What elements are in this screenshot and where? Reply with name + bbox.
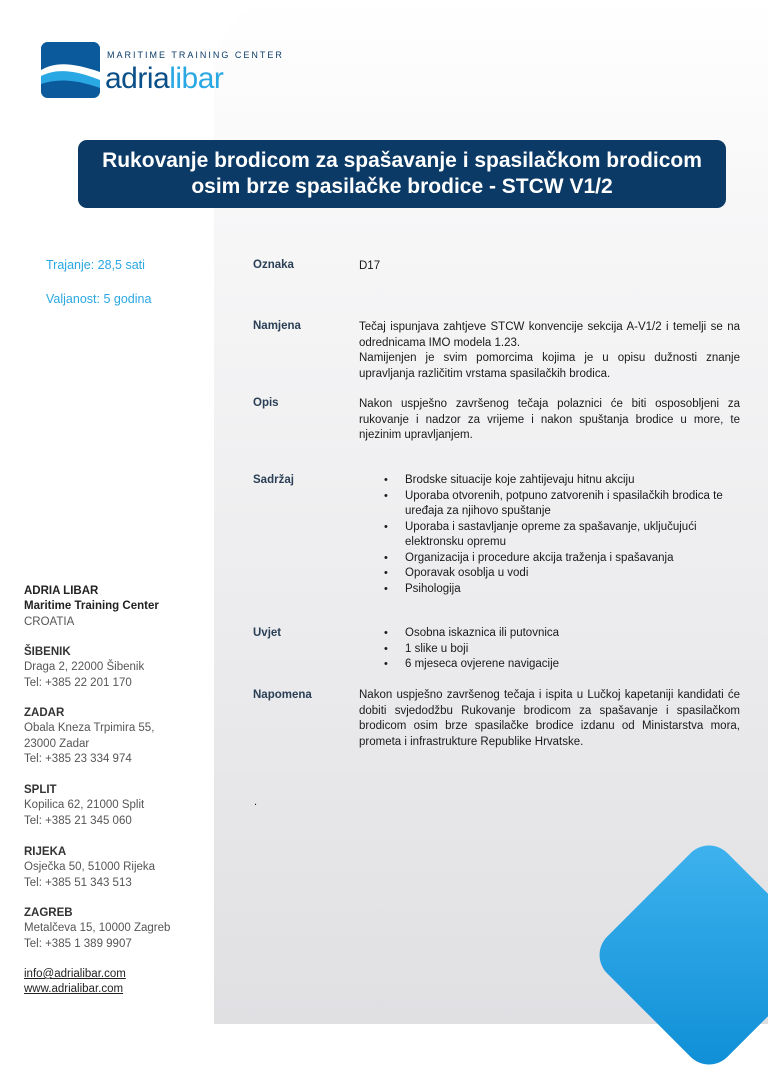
office-address: Obala Kneza Trpimira 55, — [24, 722, 155, 735]
namjena-paragraph-2: Namijenjen je svim pomorcima kojima je u opisu dužnosti znanje upravljanja različitim vrstama spasilačkih brodica. — [359, 352, 740, 380]
label-uvjet: Uvjet — [253, 627, 282, 639]
label-namjena: Namjena — [253, 320, 301, 332]
office-phone: Tel: +385 23 334 974 — [24, 752, 132, 765]
uvjet-list — [384, 626, 744, 673]
office-split — [24, 783, 214, 829]
value-napomena: Nakon uspješno završenog tečaja i ispita u Lučkoj kapetaniji kandidati će dobiti svjedodžbu Rukovanje brodicom za spašavanje i spasilačkom brodicom osim brze spasilačke brodice izdanu od Ministarstva mora, prometa i infrastrukture Republike Hrvatske. — [359, 689, 740, 748]
brand-logo — [41, 42, 284, 102]
website-link[interactable]: www.adrialibar.com — [24, 983, 124, 996]
office-address: Kopilica 62, 21000 Split — [24, 799, 145, 812]
office-zadar — [24, 706, 214, 767]
label-napomena: Napomena — [253, 689, 312, 701]
list-item: • Organizacija i procedure akcija traženja i spašavanja — [384, 551, 744, 567]
list-item: • Oporavak osoblja u vodi — [384, 566, 744, 582]
company-name: ADRIA LIBAR — [24, 585, 99, 597]
office-address: Osječka 50, 51000 Rijeka — [24, 861, 156, 874]
stray-dot: . — [254, 796, 258, 808]
office-address: Metalčeva 15, 10000 Zagreb — [24, 922, 171, 935]
email-link[interactable]: info@adrialibar.com — [24, 968, 126, 980]
office-rijeka — [24, 845, 214, 891]
course-validity: Valjanost: 5 godina — [46, 292, 152, 306]
logo-wordmark — [105, 62, 223, 96]
office-phone: Tel: +385 22 201 170 — [24, 676, 132, 689]
list-item: • Psihologija — [384, 582, 744, 598]
office-phone: Tel: +385 1 389 9907 — [24, 937, 132, 950]
label-oznaka: Oznaka — [253, 259, 294, 271]
office-city: ZADAR — [24, 707, 65, 719]
office-address-line-2: 23000 Zadar — [24, 737, 90, 750]
logo-name-light: libar — [169, 62, 224, 95]
list-item: • 6 mjeseca ovjerene navigacije — [384, 657, 744, 673]
office-city: ŠIBENIK — [24, 646, 71, 658]
list-item: • Uporaba otvorenih, potpuno zatvorenih i spasilačkih brodica te uređaja za njihovo spuštanje — [384, 489, 744, 520]
list-item: • Uporaba i sastavljanje opreme za spašavanje, uključujući elektronsku opremu — [384, 520, 744, 551]
value-opis: Nakon uspješno završenog tečaja polaznici će biti osposobljeni za rukovanje i nadzor za vrijeme i nakon spuštanja brodice u more, te njezinim upravljanjem. — [359, 398, 740, 441]
office-phone: Tel: +385 21 345 060 — [24, 814, 132, 827]
logo-subtitle: MARITIME TRAINING CENTER — [107, 50, 284, 60]
company-country: CROATIA — [24, 615, 75, 628]
logo-name-bold: adria — [105, 62, 170, 95]
value-namjena — [359, 320, 740, 382]
namjena-paragraph-1: Tečaj ispunjava zahtjeve STCW konvencije sekcija A-V1/2 i temelji se na odrednicama IMO modela 1.23. — [359, 321, 740, 349]
office-city: ZAGREB — [24, 907, 73, 919]
label-opis: Opis — [253, 397, 279, 409]
list-item: • 1 slike u boji — [384, 642, 744, 658]
list-item: • Osobna iskaznica ili putovnica — [384, 626, 744, 642]
label-sadrzaj: Sadržaj — [253, 474, 294, 486]
sadrzaj-list — [384, 473, 744, 597]
office-city: SPLIT — [24, 784, 57, 796]
wave-logo-icon — [41, 42, 100, 98]
office-zagreb — [24, 906, 214, 952]
contact-links — [24, 967, 214, 998]
list-item: • Brodske situacije koje zahtijevaju hitnu akciju — [384, 473, 744, 489]
office-sibenik — [24, 645, 214, 691]
office-phone: Tel: +385 51 343 513 — [24, 876, 132, 889]
contact-company-block — [24, 584, 214, 630]
course-title-banner — [78, 140, 726, 208]
company-center: Maritime Training Center — [24, 600, 159, 613]
course-title: Rukovanje brodicom za spašavanje i spasilačkom brodicom osim brze spasilačke brodice - STCW V1/2 — [102, 149, 702, 198]
office-city: RIJEKA — [24, 846, 67, 858]
course-duration: Trajanje: 28,5 sati — [46, 258, 145, 272]
value-oznaka: D17 — [359, 260, 381, 272]
office-address: Draga 2, 22000 Šibenik — [24, 661, 145, 674]
